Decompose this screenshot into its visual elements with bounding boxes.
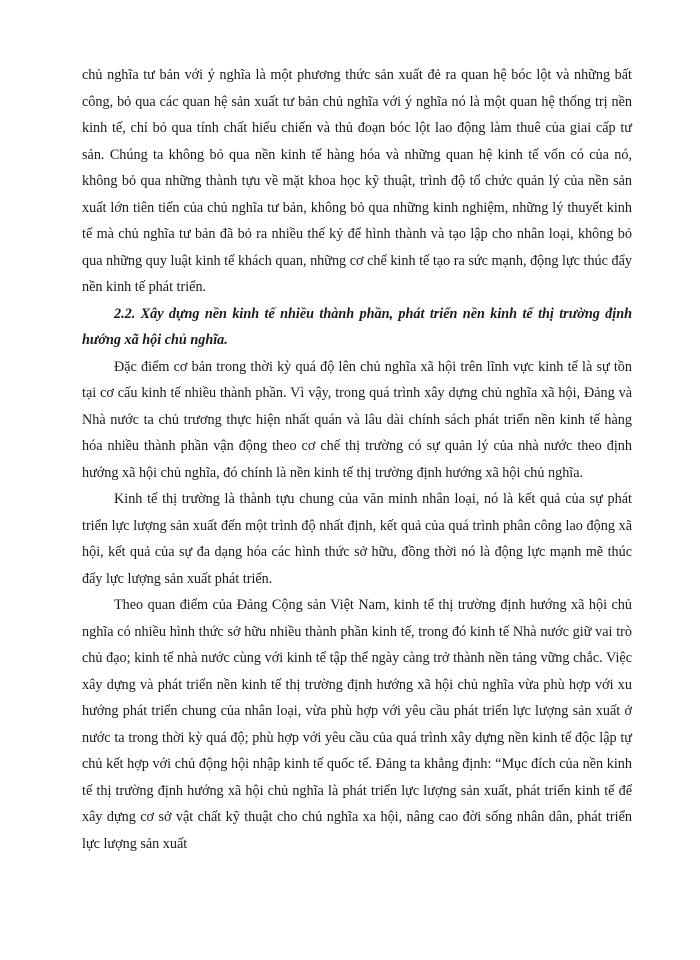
section-heading: 2.2. Xây dựng nền kinh tế nhiều thành phần, phát triển nền kinh tế thị trường định hướng xã hội chủ nghĩa. <box>82 305 632 348</box>
paragraph-body: Kinh tế thị trường là thành tựu chung của văn minh nhân loại, nó là kết quả của sự phát triển lực lượng sản xuất đến một trình độ nhất định, kết quả của quá trình phân công lao động xã hội, kết quả của sự đa dạng hóa các hình thức sở hữu, đồng thời nó là động lực mạnh mẽ thúc đẩy lực lượng sản xuất phát triển. <box>82 491 632 587</box>
paragraph-continuation: chủ nghĩa tư bản với ý nghĩa là một phương thức sản xuất đẻ ra quan hệ bóc lột và những bất công, bỏ qua các quan hệ sản xuất tư bản chủ nghĩa với ý nghĩa nó là một quan hệ thống trị nền kinh tế, chỉ bỏ qua tính chất hiếu chiến và thủ đoạn bóc lột lao động làm thuê của giai cấp tư sản. Chúng ta không bỏ qua nền kinh tế hàng hóa và những quan hệ kinh tế vốn có của nó, không bỏ qua những thành tựu về mặt khoa học kỹ thuật, trình độ tổ chức quản lý của nền sản xuất lớn tiên tiến của chủ nghĩa tư bản, không bỏ qua những kinh nghiệm, những lý thuyết kinh tế mà chủ nghĩa tư bản đã bỏ ra nhiều thế kỷ để hình thành và tạo lập cho nhân loại, không bỏ qua những quy luật kinh tế khách quan, những cơ chế kinh tế tạo ra sức mạnh, động lực thúc đẩy nền kinh tế phát triển. <box>82 67 632 295</box>
document-body <box>82 62 632 857</box>
paragraph-body: Đặc điểm cơ bản trong thời kỳ quá độ lên chủ nghĩa xã hội trên lĩnh vực kinh tế là sự tồn tại cơ cấu kinh tế nhiều thành phần. Vì vậy, trong quá trình xây dựng chủ nghĩa xã hội, Đảng và Nhà nước ta chủ trương thực hiện nhất quán và lâu dài chính sách phát triển nền kinh tế hàng hóa nhiều thành phần vận động theo cơ chế thị trường có sự quản lý của nhà nước theo định hướng xã hội chủ nghĩa, đó chính là nền kinh tế thị trường định hướng xã hội chủ nghĩa. <box>82 358 632 481</box>
paragraph-body: Theo quan điểm của Đảng Cộng sản Việt Nam, kinh tế thị trường định hướng xã hội chủ nghĩa có nhiều hình thức sở hữu nhiều thành phần kinh tế, trong đó kinh tế Nhà nước giữ vai trò chủ đạo; kinh tế nhà nước cùng với kinh tế tập thể ngày càng trở thành nền tảng vững chắc. Việc xây dựng và phát triển nền kinh tế thị trường định hướng xã hội chủ nghĩa vừa phù hợp với xu hướng phát triển chung của nhân loại, vừa phù hợp với yêu cầu phát triển lực lượng sản xuất ở nước ta trong thời kỳ quá độ; phù hợp với yêu cầu của quá trình xây dựng nền kinh tế độc lập tự chủ kết hợp với chủ động hội nhập kinh tế quốc tế. Đảng ta khẳng định: “Mục đích của nền kinh tế thị trường định hướng xã hội chủ nghĩa là phát triển lực lượng sản xuất, phát triển kinh tế để xây dựng cơ sở vật chất kỹ thuật cho chủ nghĩa xa hội, nâng cao đời sống nhân dân, phát triển lực lượng sản xuất <box>82 597 632 852</box>
